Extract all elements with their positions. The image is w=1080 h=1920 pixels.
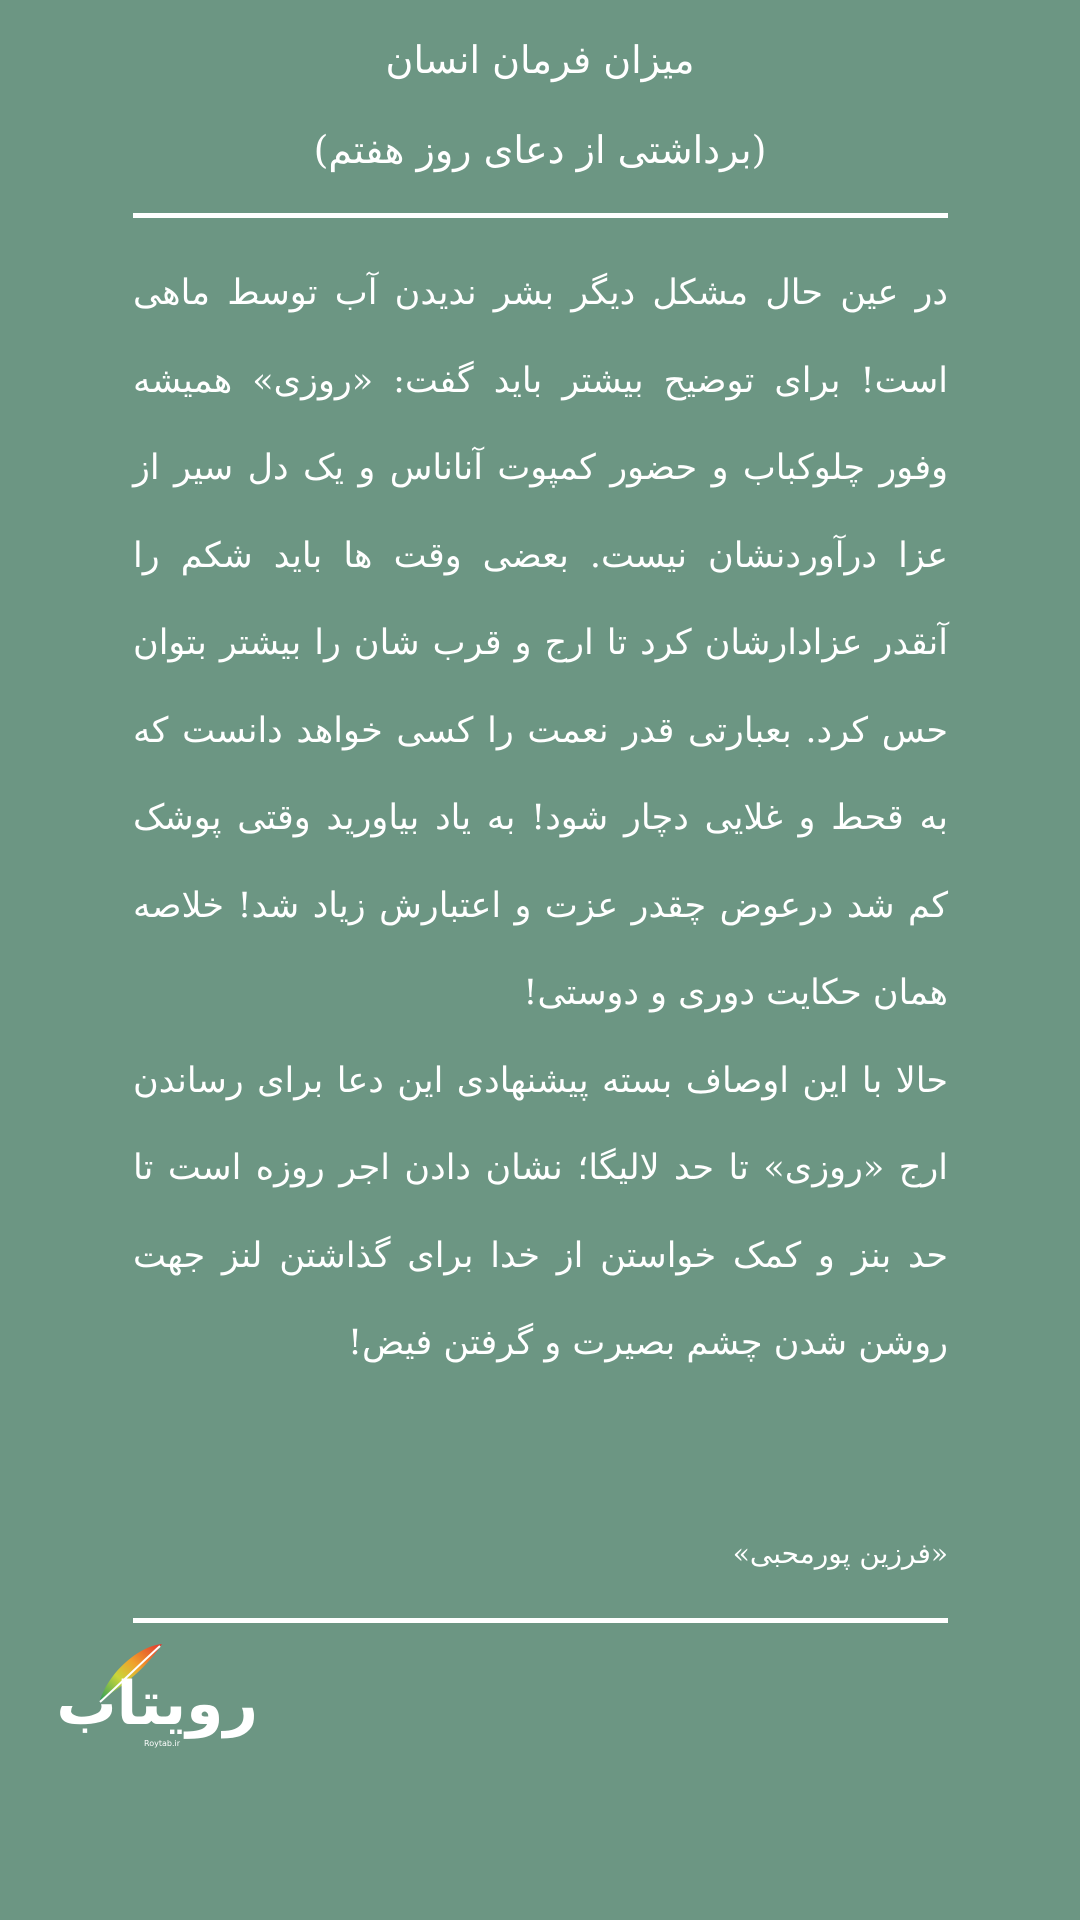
roytab-logo — [56, 1640, 260, 1760]
paragraph-2: حالا با این اوصاف بسته پیشنهادی این دعا برای رساندن ارج «روزی» تا حد لالیگا؛ نشان دادن اجر روزه است تا حد بنز و کمک خواستن از خدا برای گذاشتن لنز جهت روشن شدن چشم بصیرت و گرفتن فیض! — [133, 1060, 948, 1363]
page-subtitle: (برداشتی از دعای روز هفتم) — [313, 128, 767, 172]
bottom-divider — [133, 1618, 948, 1623]
paragraph-1: در عین حال مشکل دیگر بشر ندیدن آب توسط ماهی است! برای توضیح بیشتر باید گفت: «روزی» همیشه وفور چلوکباب و حضور کمپوت آناناس و یک دل سیر از عزا درآوردنشان نیست. بعضی وقت ها باید شکم را آنقدر عزادارشان کرد تا ارج و قرب شان را بیشتر بتوان حس کرد. بعبارتی قدر نعمت را کسی خواهد دانست که به قحط و غلایی دچار شود! به یاد بیاورید وقتی پوشک کم شد درعوض چقدر عزت و اعتبارش زیاد شد! خلاصه همان حکایت دوری و دوستی! — [133, 273, 948, 1013]
author-signature: «فرزین پورمحبی» — [732, 1537, 948, 1570]
top-divider — [133, 213, 948, 218]
page-title: میزان فرمان انسان — [385, 38, 695, 82]
article-body — [133, 250, 948, 1388]
logo-wordmark: رویتاب — [56, 1669, 258, 1739]
logo-site: Roytab.ir — [144, 1739, 180, 1748]
